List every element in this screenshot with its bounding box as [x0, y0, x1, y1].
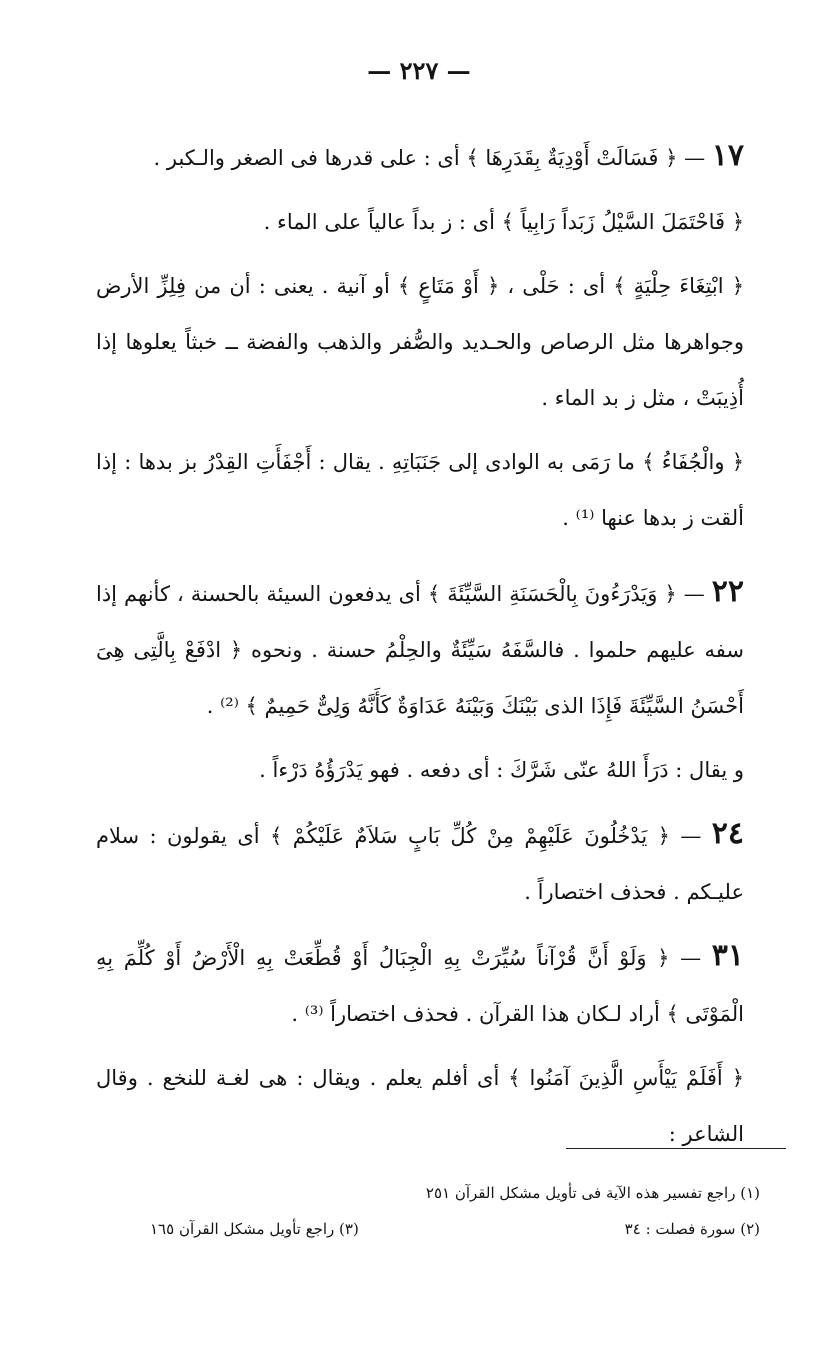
paragraph-text: — ﴿ وَلَوْ أَنَّ قُرْآناً سُيِّرَتْ بِهِ الْجِبَالُ أَوْ قُطِّعَتْ بِهِ الْأَرْضُ أَوْ كُلِّمَ بِهِ الْمَوْتَى ﴾ أراد لـكان هذا القرآن . فحذف اختصاراً ⁽³⁾ . — [96, 946, 744, 1026]
paragraph-text: — ﴿ وَيَدْرَءُونَ بِالْحَسَنَةِ السَّيِّئَةَ ﴾ أى يدفعون السيئة بالحسنة ، كأنهم إذا سفه عليهم حلموا . فالسَّفَهُ سَيِّئَةٌ والحِلْمُ حسنة . ونحوه ﴿ ادْفَعْ بِالَّتِى هِىَ أَحْسَنُ السَّيِّئَةَ فَإِذَا الذى بَيْنَكَ وَبَيْنَهُ عَدَاوَةٌ كَأَنَّهُ وَلِىٌّ حَمِيمٌ ﴾ ⁽²⁾ . — [96, 582, 744, 718]
paragraph — [96, 258, 744, 426]
footnote-2: (٢) سورة فصلت : ٣٤ — [624, 1220, 760, 1238]
paragraph-verse-17 — [96, 128, 744, 186]
paragraph-text: ﴿ فَاحْتَمَلَ السَّيْلُ زَبَداً رَابِياً ﴾ أى : ز بداً عالياً على الماء . — [263, 210, 744, 234]
paragraph — [96, 742, 744, 798]
paragraph-verse-31 — [96, 928, 744, 1042]
paragraph — [96, 194, 744, 250]
paragraph-text: ﴿ والْجُفَاءُ ﴾ ما رَمَى به الوادى إلى جَنَبَاتِهِ . يقال : أَجْفَأَتِ القِدْرُ بز بدها : إذا ألقت ز بدها عنها ⁽¹⁾ . — [96, 450, 744, 530]
paragraph — [96, 434, 744, 546]
paragraph-text: و يقال : دَرَأَ اللهُ عنّى شَرَّكَ : أى دفعه . فهو يَدْرَؤُهُ دَرْءاً . — [259, 758, 744, 782]
verse-number: ٢٤ — [711, 816, 744, 851]
paragraph-text: — ﴿ فَسَالَتْ أَوْدِيَةٌ بِقَدَرِهَا ﴾ أى : على قدرها فى الصغر والـكبر . — [153, 146, 706, 170]
paragraph-text: ﴿ ابْتِغَاءَ حِلْيَةٍ ﴾ أى : حَلْى ، ﴿ أَوْ مَتَاعٍ ﴾ أو آنية . يعنى : أن من فِلِزِّ الأرض وجواهرها مثل الرصاص والحـديد والصُّفر والذهب والفضة ــ خبثاً يعلوها إذا أُذِيبَتْ ، مثل ز بد الماء . — [96, 274, 744, 410]
paragraph-text: — ﴿ يَدْخُلُونَ عَلَيْهِمْ مِنْ كُلِّ بَابٍ سَلاَمٌ عَلَيْكُمْ ﴾ أى يقولون : سلام عليـكم . فحذف اختصاراً . — [96, 824, 744, 904]
verse-number: ١٧ — [711, 138, 744, 173]
paragraph-text: ﴿ أَفَلَمْ يَيْأَسِ الَّذِينَ آمَنُوا ﴾ أى أفلم يعلم . ويقال : هى لغـة للنخع . وقال الشاعر : — [96, 1066, 744, 1146]
paragraph-verse-22 — [96, 564, 744, 734]
verse-number: ٣١ — [711, 938, 744, 973]
footnote-3: (٣) راجع تأويل مشكل القرآن ١٦٥ — [150, 1220, 359, 1238]
page-number: — ٢٢٧ — — [367, 56, 471, 85]
footnote-1: (١) راجع تفسير هذه الآية فى تأويل مشكل القرآن ٢٥١ — [425, 1184, 760, 1202]
main-text — [96, 128, 744, 1170]
verse-number: ٢٢ — [711, 574, 744, 609]
footnotes — [150, 1175, 760, 1247]
paragraph — [96, 1050, 744, 1162]
footnote-separator — [566, 1148, 786, 1149]
paragraph-verse-24 — [96, 806, 744, 920]
footnote-row — [150, 1211, 760, 1247]
